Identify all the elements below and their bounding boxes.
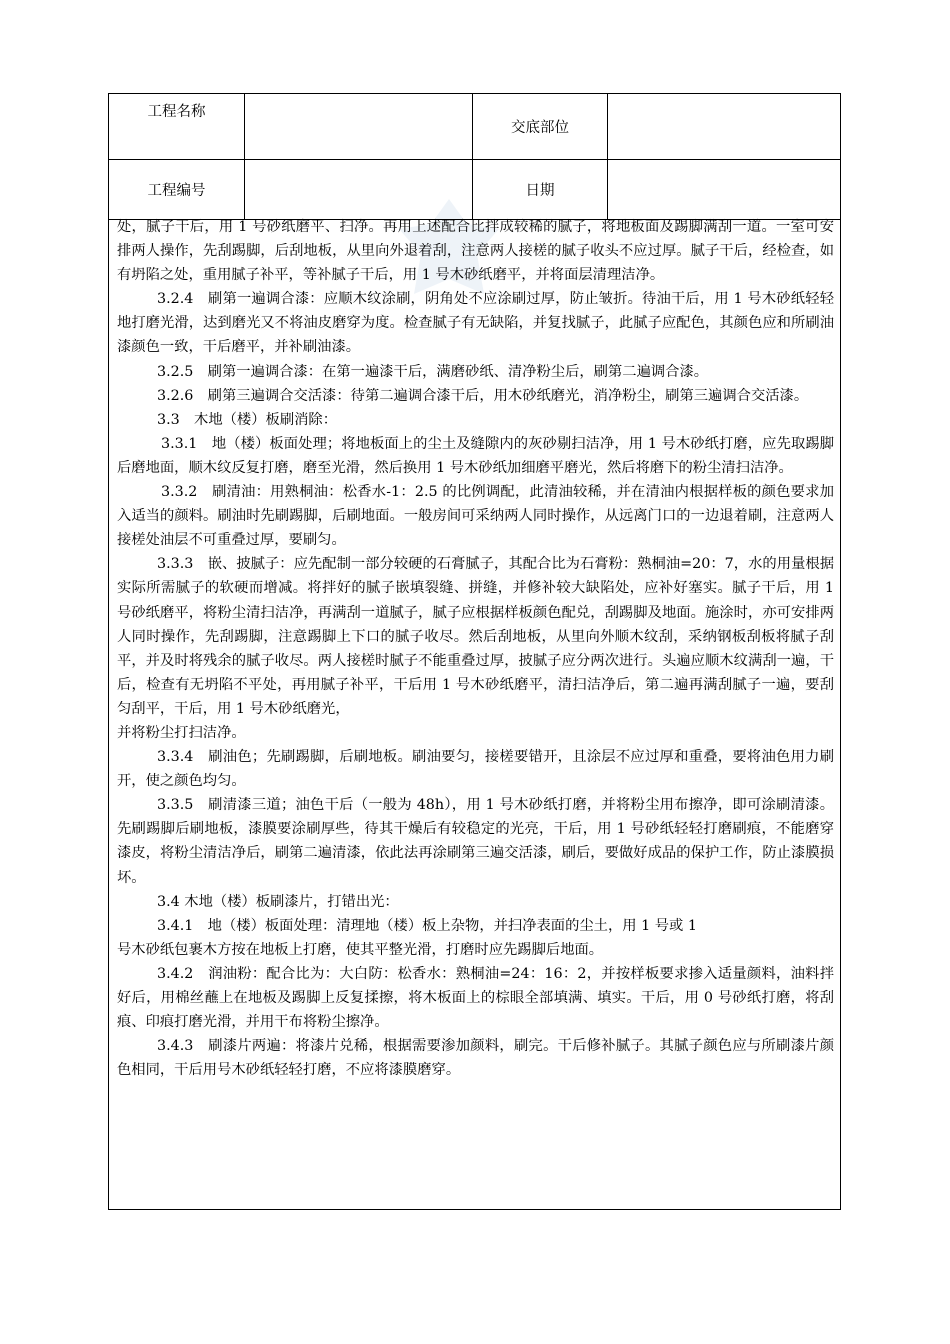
- section-heading: 3.3 木地（楼）板刷消除：: [157, 411, 338, 428]
- project-no-value: [245, 160, 473, 220]
- paragraph: 3.3.1 地（楼）板面处理；将地板面上的尘土及缝隙内的灰砂剔扫洁净，用 1 号木砂纸打磨，应先取踢脚后磨地面，顺木纹反复打磨，磨至光滑，然后换用 1 号木砂纸加细磨平磨光，然后将磨下的粉尘清扫洁净。: [117, 435, 834, 476]
- paragraph: 3.4.2 润油粉：配合比为：大白防：松香水：熟桐油=24：16：2，并按样板要求掺入适量颜料，油料拌好后，用棉丝蘸上在地板及踢脚上反复揉擦，将木板面上的棕眼全部填满、填实。干后，用 0 号砂纸打磨，将刮痕、印痕打磨光滑，并用干布将粉尘擦净。: [117, 965, 834, 1031]
- paragraph: 3.3.3 嵌、披腻子：应先配制一部分较硬的石膏腻子，其配合比为石膏粉：熟桐油=20：7，水的用量根据实际所需腻子的软硬而增减。将拌好的腻子嵌填裂缝、拼缝，并修补较大缺陷处，应补好塞实。腻子干后，用 1 号砂纸磨平，将粉尘清扫洁净，再满刮一道腻子，腻子应根据样板颜色配兑，刮踢脚及地面。施涂时，亦可安排两人同时操作，先刮踢脚，注意踢脚上下口的腻子收尽。然后刮地板，从里向外顺木纹刮，采纳钢板刮板将腻子刮平，并及时将残余的腻子收尽。两人接槎时腻子不能重叠过厚，披腻子应分两次进行。头遍应顺木纹满刮一遍，干后，检查有无坍陷不平处，再用腻子补平，干后用 1 号木砂纸磨平，清扫洁净后，第二遍再满刮腻子一遍，要刮匀刮平，干后，用 1 号木砂纸磨光，: [117, 556, 834, 717]
- paragraph: 3.3.2 刷清油：用熟桐油：松香水-1：2.5 的比例调配，此清油较稀，并在清油内根据样板的颜色要求加入适当的颜料。刷油时先刷踢脚，后刷地面。一般房间可采纳两人同时操作，从远离门口的一边退着刷，注意两人接槎处油层不可重叠过厚，要刷匀。: [117, 484, 834, 549]
- disclosure-sheet: [108, 93, 841, 1210]
- paragraph: 3.4.3 刷漆片两遍：将漆片兑稀，根据需要渗加颜料，刷完。干后修补腻子。其腻子颜色应与所刷漆片颜色相同，干后用号木砂纸轻轻打磨，不应将漆膜磨穿。: [117, 1038, 834, 1079]
- paragraph: 3.4.1 地（楼）板面处理：清理地（楼）板上杂物，并扫净表面的尘土，用 1 号或 1: [157, 917, 697, 934]
- disclosure-part-value: [608, 94, 841, 160]
- paragraph: 号木砂纸包裹木方按在地板上打磨，使其平整光滑，打磨时应先踢脚后地面。: [117, 941, 604, 958]
- paragraph: 3.3.4 刷油色；先刷踢脚，后刷地板。刷油要匀，接槎要错开，且涂层不应过厚和重叠，要将油色用力刷开，使之颜色均匀。: [117, 749, 834, 790]
- paragraph: 3.3.5 刷清漆三道；油色干后（一般为 48h），用 1 号木砂纸打磨，并将粉尘用布擦净，即可涂刷清漆。先刷踢脚后刷地板，漆膜要涂刷厚些，待其干燥后有较稳定的光亮，干后，用 1 号砂纸轻轻打磨刷痕，不能磨穿漆皮，将粉尘清洁净后，刷第二遍清漆，依此法再涂刷第三遍交活漆，刷后，要做好成品的保护工作，防止漆膜损坏。: [117, 797, 834, 886]
- date-value: [608, 160, 841, 220]
- project-name-label: 工程名称: [109, 94, 245, 160]
- project-no-label: 工程编号: [109, 160, 245, 220]
- paragraph: 3.2.4 刷第一遍调合漆：应顺木纹涂刷，阴角处不应涂刷过厚，防止皱折。待油干后，用 1 号木砂纸轻轻地打磨光滑，达到磨光又不将油皮磨穿为度。检查腻子有无缺陷，并复找腻子，此腻子应配色，其颜色应和所刷油漆颜色一致，干后磨平，并补刷油漆。: [117, 291, 834, 356]
- section-heading: 3.4 木地（楼）板刷漆片，打错出光：: [157, 893, 399, 910]
- paragraph: 并将粉尘打扫洁净。: [117, 724, 246, 741]
- paragraph: 3.2.6 刷第三遍调合交活漆：待第二遍调合漆干后，用木砂纸磨光，消净粉尘，刷第三遍调合交活漆。: [157, 387, 809, 404]
- project-name-value: [245, 94, 473, 160]
- body-text: [117, 215, 834, 1082]
- disclosure-part-label: 交底部位: [473, 94, 608, 160]
- date-label: 日期: [473, 160, 608, 220]
- paragraph: 3.2.5 刷第一遍调合漆：在第一遍漆干后，满磨砂纸、清净粉尘后，刷第二遍调合漆。: [157, 363, 709, 380]
- paragraph: 处，腻子干后，用 1 号砂纸磨平、扫净。再用上述配合比拌成较稀的腻子，将地板面及踢脚满刮一道。一室可安排两人操作，先刮踢脚，后刮地板，从里向外退着刮，注意两人接槎的腻子收头不应过厚。腻子干后，经检查，如有坍陷之处，重用腻子补平，等补腻子干后，用 1 号木砂纸磨平，并将面层清理洁净。: [117, 219, 834, 284]
- header-table: [109, 94, 840, 220]
